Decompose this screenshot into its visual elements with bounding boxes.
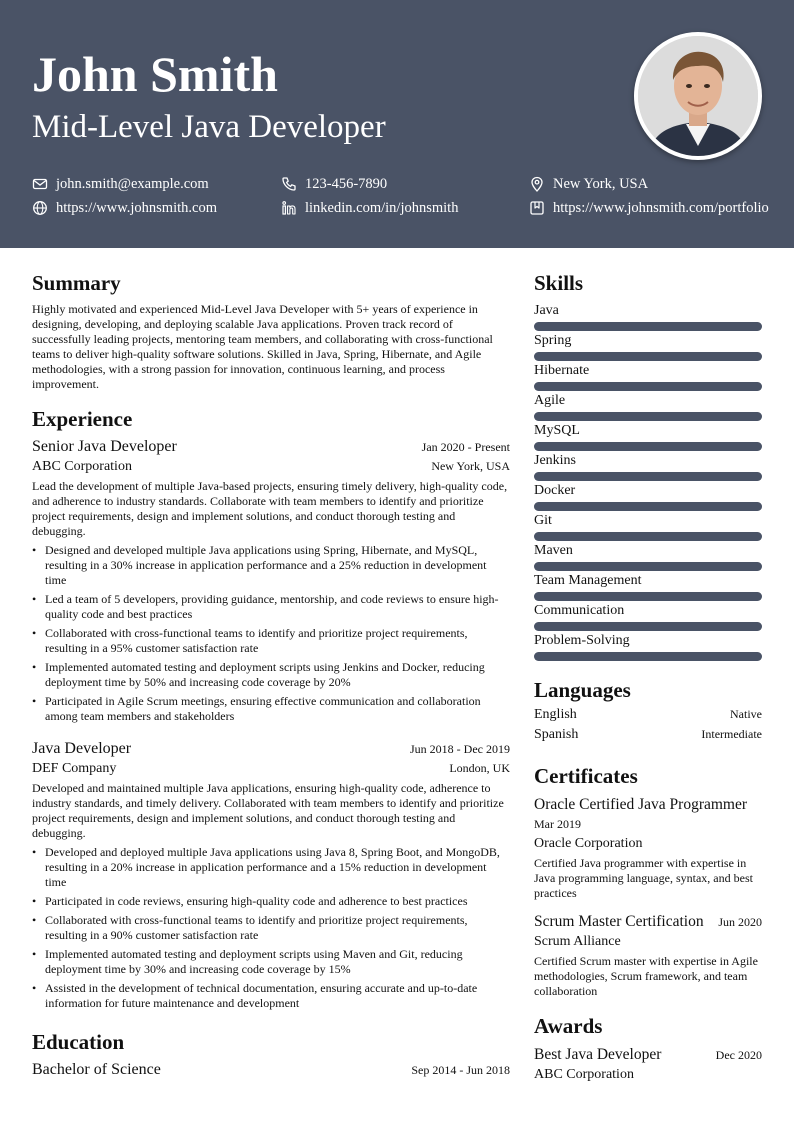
skill-name: Docker xyxy=(534,483,576,498)
skill-item xyxy=(534,362,762,391)
side-column xyxy=(534,270,762,1084)
job-bullets xyxy=(32,543,510,724)
website-text: https://www.johnsmith.com xyxy=(56,200,217,216)
job-bullet: • Developed and deployed multiple Java applications using Java 8, Spring Boot, and MongoDB, resulting in a 20% increase in application performance and a 15% reduction in development time xyxy=(32,845,510,890)
job-title: Java Developer xyxy=(32,740,132,757)
skill-level-fill xyxy=(534,382,762,391)
job-bullet: • Designed and developed multiple Java applications using Spring, Hibernate, and MySQL, resulting in a 30% increase in application performance and a 25% reduction in development time xyxy=(32,543,510,588)
skill-item xyxy=(534,482,762,511)
skill-level-fill xyxy=(534,652,762,661)
skill-name: MySQL xyxy=(534,423,580,438)
linkedin-text: linkedin.com/in/johnsmith xyxy=(305,200,459,216)
phone-text: 123-456-7890 xyxy=(305,176,388,192)
skill-name: Java xyxy=(534,303,559,318)
certificate-entry xyxy=(534,795,762,901)
skill-item xyxy=(534,512,762,541)
contact-email[interactable] xyxy=(32,175,209,193)
certificates-section xyxy=(534,763,762,999)
job-bullet: • Collaborated with cross-functional teams to identify and prioritize project requirements, resulting in a 95% customer satisfaction rate xyxy=(32,626,510,656)
skill-item xyxy=(534,302,762,331)
job-bullet: • Assisted in the development of technical documentation, ensuring accurate and up-to-date information for future maintenance and development xyxy=(32,981,510,1011)
job-description: Lead the development of multiple Java-based projects, ensuring timely delivery, high-quality code, and adherence to industry standards. Collaborate with team members to identify and prioritize project requirements, design and implement solutions, and conduct thorough testing and debugging. xyxy=(32,479,508,538)
skill-level-fill xyxy=(534,442,762,451)
job-description: Developed and maintained multiple Java applications, ensuring high-quality code, adherence to industry standards, and timely delivery. Collaborated with team members to identify and prioritize project requirements, design and implement solutions, and conduct thorough testing and debugging. xyxy=(32,781,504,840)
skill-name: Spring xyxy=(534,333,572,348)
language-row xyxy=(534,727,762,747)
skills-heading: Skills xyxy=(534,271,584,295)
education-date: Sep 2014 - Jun 2018 xyxy=(411,1063,510,1077)
skills-section xyxy=(534,270,762,661)
contact-portfolio[interactable] xyxy=(529,199,769,217)
skill-level-fill xyxy=(534,562,762,571)
award-org: ABC Corporation xyxy=(534,1067,634,1082)
language-level: Intermediate xyxy=(701,727,762,741)
job-entry xyxy=(32,437,510,724)
job-bullets xyxy=(32,845,510,1011)
certificate-org: Oracle Corporation xyxy=(534,836,643,851)
skill-level-bar xyxy=(534,322,762,331)
skill-item xyxy=(534,452,762,481)
education-section xyxy=(32,1029,510,1080)
experience-heading: Experience xyxy=(32,407,133,431)
skill-name: Jenkins xyxy=(534,453,576,468)
resume-header xyxy=(0,0,794,248)
profile-photo-image xyxy=(638,36,758,156)
main-column xyxy=(32,270,510,1080)
job-company: ABC Corporation xyxy=(32,459,132,474)
skill-name: Hibernate xyxy=(534,363,590,378)
location-pin-icon xyxy=(529,176,545,192)
skill-level-fill xyxy=(534,412,762,421)
summary-heading: Summary xyxy=(32,271,121,295)
skills-list xyxy=(534,302,762,661)
candidate-name: John Smith xyxy=(32,46,278,102)
skill-level-bar xyxy=(534,472,762,481)
certificate-description: Certified Scrum master with expertise in Agile methodologies, Scrum framework, and team collaboration xyxy=(534,954,758,998)
contact-website[interactable] xyxy=(32,199,217,217)
job-entry xyxy=(32,739,510,1011)
skill-item xyxy=(534,542,762,571)
skill-level-bar xyxy=(534,412,762,421)
skill-name: Team Management xyxy=(534,573,642,588)
summary-section xyxy=(32,270,510,392)
job-date: Jan 2020 - Present xyxy=(421,440,510,454)
job-location: London, UK xyxy=(449,761,510,775)
summary-text: Highly motivated and experienced Mid-Level Java Developer with 5+ years of experience in designing, developing, and deploying scalable Java applications. Proven track record of successfully leading projects, mentoring team members, and collaborating with cross-functional teams to deliver high-quality software solutions. Skilled in Java, Spring, Hibernate, and Agile methodologies, with a strong passion for innovation, continuous learning, and process improvement. xyxy=(32,302,493,391)
experience-section xyxy=(32,406,510,1011)
education-heading: Education xyxy=(32,1030,125,1054)
job-date: Jun 2018 - Dec 2019 xyxy=(410,742,510,756)
skill-level-fill xyxy=(534,502,762,511)
skill-level-bar xyxy=(534,382,762,391)
contact-linkedin[interactable] xyxy=(281,199,458,217)
job-bullet: • Implemented automated testing and deployment scripts using Maven and Git, reducing deployment time by 30% and increasing code coverage by 15% xyxy=(32,947,510,977)
job-bullet: • Collaborated with cross-functional teams to identify and prioritize project requirements, resulting in a 90% customer satisfaction rate xyxy=(32,913,510,943)
job-company: DEF Company xyxy=(32,761,117,776)
skill-level-bar xyxy=(534,592,762,601)
skill-level-fill xyxy=(534,472,762,481)
skill-level-fill xyxy=(534,352,762,361)
location-text: New York, USA xyxy=(553,176,649,192)
skill-item xyxy=(534,572,762,601)
contact-phone[interactable] xyxy=(281,175,387,193)
language-name: Spanish xyxy=(534,727,579,742)
mail-icon xyxy=(32,176,48,192)
globe-icon xyxy=(32,200,48,216)
phone-icon xyxy=(281,176,297,192)
certificate-date: Jun 2020 xyxy=(718,915,762,929)
job-bullet: • Implemented automated testing and deployment scripts using Jenkins and Docker, reducing deployment time by 50% and increasing code coverage by 20% xyxy=(32,660,510,690)
skill-level-fill xyxy=(534,532,762,541)
job-title: Senior Java Developer xyxy=(32,438,177,455)
certificate-date: Mar 2019 xyxy=(534,817,581,831)
skill-item xyxy=(534,332,762,361)
skill-name: Problem-Solving xyxy=(534,633,630,648)
certificates-heading: Certificates xyxy=(534,764,638,788)
languages-section xyxy=(534,677,762,747)
education-degree: Bachelor of Science xyxy=(32,1061,161,1078)
skill-level-bar xyxy=(534,442,762,451)
linkedin-icon xyxy=(281,200,297,216)
skill-level-bar xyxy=(534,622,762,631)
skill-level-bar xyxy=(534,502,762,511)
skill-level-bar xyxy=(534,652,762,661)
certificate-description: Certified Java programmer with expertise in Java programming language, syntax, and best practices xyxy=(534,856,753,900)
language-row xyxy=(534,707,762,727)
languages-heading: Languages xyxy=(534,678,631,702)
skill-item xyxy=(534,632,762,661)
profile-photo xyxy=(634,32,762,160)
job-bullet: • Participated in code reviews, ensuring high-quality code and adherence to best practices xyxy=(32,894,510,909)
candidate-title: Mid-Level Java Developer xyxy=(32,109,386,145)
award-date: Dec 2020 xyxy=(715,1048,762,1062)
awards-heading: Awards xyxy=(534,1014,603,1038)
skill-name: Communication xyxy=(534,603,625,618)
email-text: john.smith@example.com xyxy=(56,176,209,192)
skill-level-bar xyxy=(534,352,762,361)
language-name: English xyxy=(534,707,577,722)
contact-location xyxy=(529,175,648,193)
skill-item xyxy=(534,602,762,631)
skill-name: Maven xyxy=(534,543,573,558)
skill-name: Agile xyxy=(534,393,566,408)
skill-level-fill xyxy=(534,622,762,631)
skill-name: Git xyxy=(534,513,552,528)
certificate-name: Oracle Certified Java Programmer xyxy=(534,796,748,813)
skill-item xyxy=(534,422,762,451)
certificate-entry xyxy=(534,912,762,999)
certificate-name: Scrum Master Certification xyxy=(534,913,704,930)
skill-level-fill xyxy=(534,322,762,331)
skill-level-bar xyxy=(534,562,762,571)
job-bullet: • Participated in Agile Scrum meetings, ensuring effective communication and collaboration among team members and stakeholders xyxy=(32,694,510,724)
job-location: New York, USA xyxy=(431,459,510,473)
portfolio-icon xyxy=(529,200,545,216)
award-name: Best Java Developer xyxy=(534,1046,662,1063)
job-bullet: • Led a team of 5 developers, providing guidance, mentorship, and code reviews to ensure high-quality code and best practices xyxy=(32,592,510,622)
skill-level-fill xyxy=(534,592,762,601)
skill-item xyxy=(534,392,762,421)
certificate-org: Scrum Alliance xyxy=(534,934,621,949)
language-level: Native xyxy=(730,707,762,721)
portfolio-text: https://www.johnsmith.com/portfolio xyxy=(553,200,769,216)
skill-level-bar xyxy=(534,532,762,541)
awards-section xyxy=(534,1013,762,1084)
